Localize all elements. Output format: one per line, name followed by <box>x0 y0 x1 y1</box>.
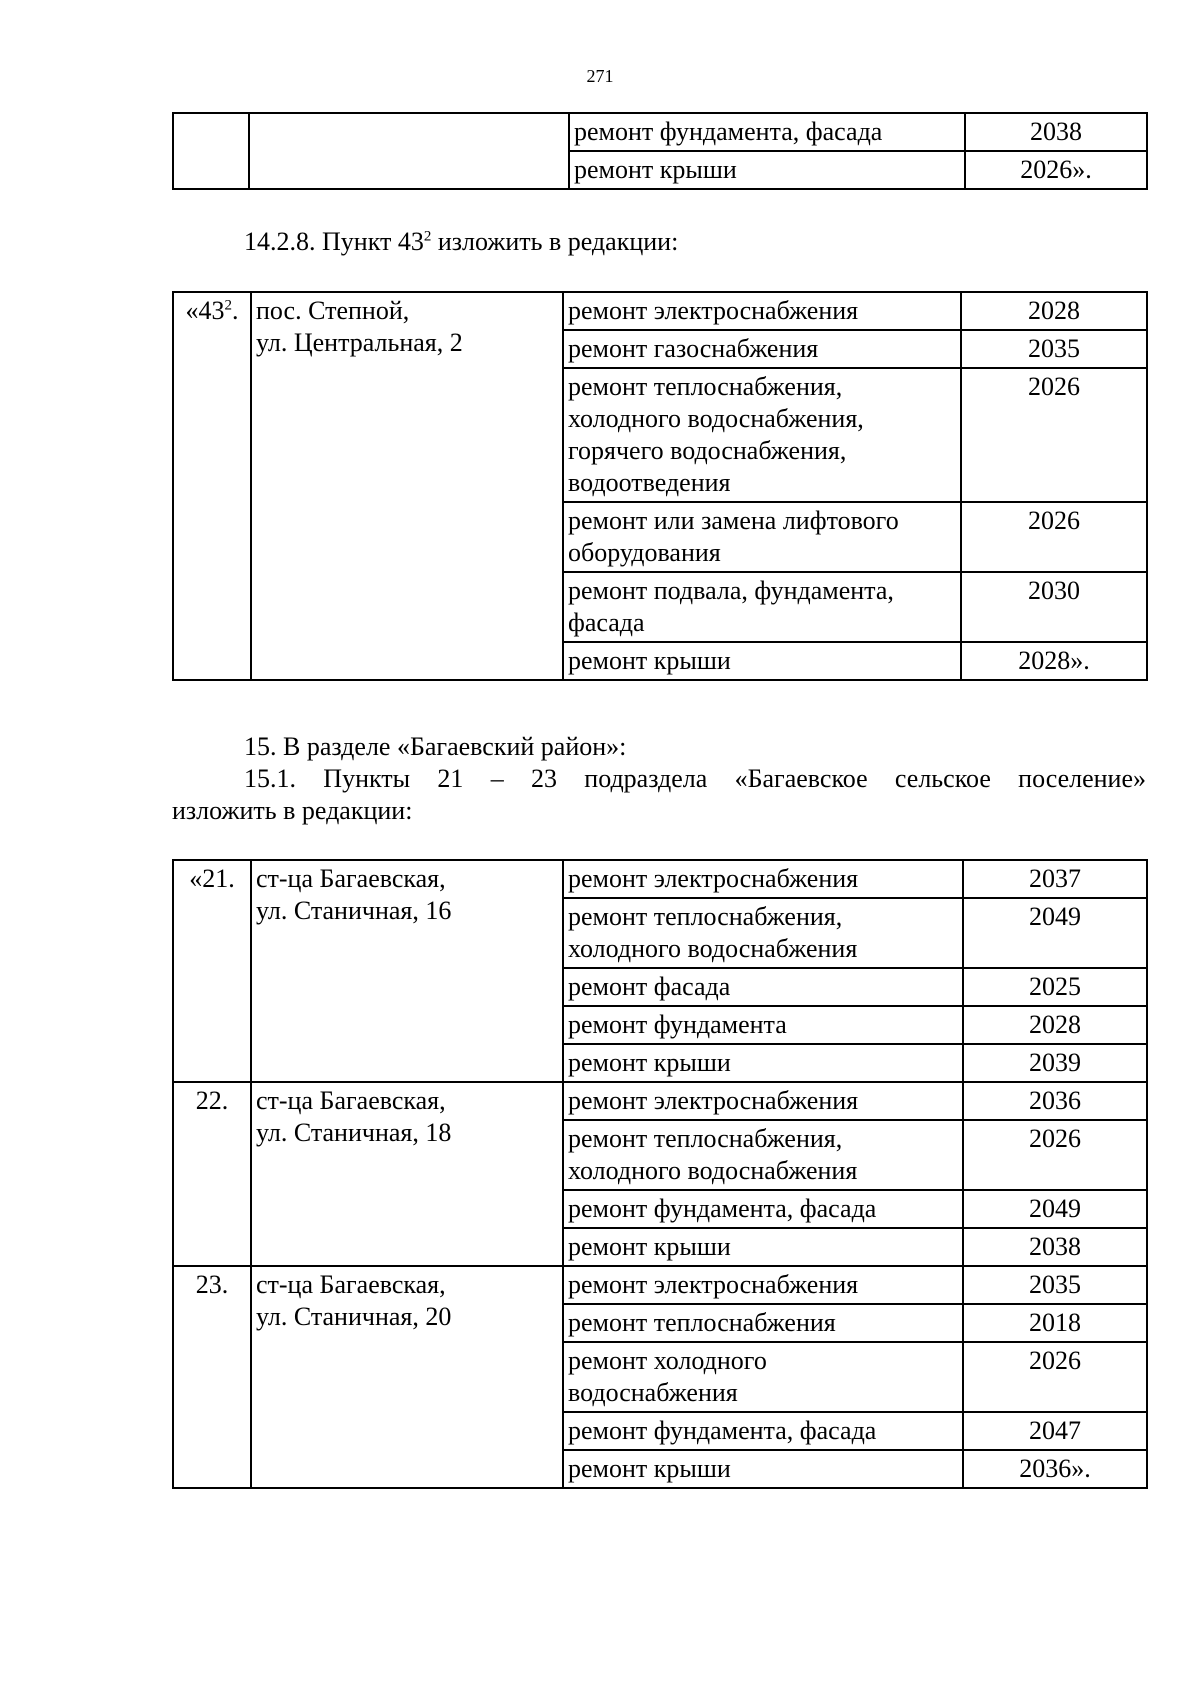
table-row <box>173 1266 1147 1304</box>
continuation-table <box>172 112 1148 190</box>
work-cell: ремонт подвала, фундамента, фасада <box>563 572 961 642</box>
work-cell: ремонт фасада <box>563 968 963 1006</box>
year-cell: 2049 <box>963 1190 1147 1228</box>
year-cell: 2030 <box>961 572 1147 642</box>
work-cell: ремонт или замена лифтового оборудования <box>563 502 961 572</box>
year-cell: 2025 <box>963 968 1147 1006</box>
year-cell: 2026 <box>961 502 1147 572</box>
number-cell: 22. <box>173 1082 251 1266</box>
work-cell: ремонт фундамента <box>563 1006 963 1044</box>
year-cell: 2018 <box>963 1304 1147 1342</box>
address-cell: ст-ца Багаевская, ул. Станичная, 18 <box>251 1082 563 1266</box>
work-cell: ремонт фундамента, фасада <box>563 1190 963 1228</box>
year-cell: 2036 <box>963 1082 1147 1120</box>
work-cell: ремонт электроснабжения <box>563 292 961 330</box>
year-cell: 2035 <box>963 1266 1147 1304</box>
page-number: 271 <box>586 66 614 86</box>
superscript: 2 <box>224 297 232 314</box>
work-cell: ремонт фундамента, фасада <box>563 1412 963 1450</box>
work-cell: ремонт электроснабжения <box>563 1266 963 1304</box>
work-cell: ремонт теплоснабжения, холодного водоснабжения, горячего водоснабжения, водоотведения <box>563 368 961 502</box>
paragraph-15: 15. В разделе «Багаевский район»: <box>244 732 627 761</box>
number-cell: «21. <box>173 860 251 1082</box>
address-cell: пос. Степной, ул. Центральная, 2 <box>251 292 563 680</box>
table-items-21-23 <box>172 859 1148 1489</box>
year-cell: 2026 <box>963 1120 1147 1190</box>
paragraph-text: изложить в редакции: <box>431 227 679 256</box>
paragraph-line: изложить в редакции: <box>172 796 413 825</box>
table-row <box>173 113 1147 151</box>
year-cell: 2038 <box>963 1228 1147 1266</box>
table-row <box>173 860 1147 898</box>
work-cell: ремонт холодного водоснабжения <box>563 1342 963 1412</box>
work-cell: ремонт фундамента, фасада <box>569 113 965 151</box>
work-cell: ремонт крыши <box>569 151 965 189</box>
year-cell: 2028 <box>963 1006 1147 1044</box>
address-cell: ст-ца Багаевская, ул. Станичная, 16 <box>251 860 563 1082</box>
number-cell <box>173 292 251 680</box>
work-cell: ремонт крыши <box>563 1044 963 1082</box>
year-cell: 2037 <box>963 860 1147 898</box>
paragraph-14-2-8 <box>244 226 678 258</box>
year-cell: 2049 <box>963 898 1147 968</box>
address-cell <box>249 113 569 189</box>
year-cell: 2026». <box>965 151 1147 189</box>
superscript: 2 <box>423 228 432 245</box>
paragraph-15-1 <box>172 763 1146 827</box>
year-cell: 2038 <box>965 113 1147 151</box>
table-row <box>173 292 1147 330</box>
paragraph-text: 14.2.8. Пункт 43 <box>244 227 424 256</box>
year-cell: 2036». <box>963 1450 1147 1488</box>
year-cell: 2047 <box>963 1412 1147 1450</box>
address-cell: ст-ца Багаевская, ул. Станичная, 20 <box>251 1266 563 1488</box>
work-cell: ремонт электроснабжения <box>563 1082 963 1120</box>
work-cell: ремонт теплоснабжения <box>563 1304 963 1342</box>
work-cell: ремонт теплоснабжения, холодного водоснабжения <box>563 898 963 968</box>
year-cell: 2035 <box>961 330 1147 368</box>
work-cell: ремонт теплоснабжения, холодного водоснабжения <box>563 1120 963 1190</box>
year-cell: 2026 <box>961 368 1147 502</box>
table-row <box>173 1082 1147 1120</box>
number-cell <box>173 113 249 189</box>
number-text: «43 <box>185 296 225 325</box>
paragraph-line: 15.1. Пункты 21 – 23 подраздела «Багаевское сельское поселение» <box>244 764 1146 793</box>
work-cell: ремонт крыши <box>563 1228 963 1266</box>
work-cell: ремонт крыши <box>563 1450 963 1488</box>
year-cell: 2026 <box>963 1342 1147 1412</box>
year-cell: 2039 <box>963 1044 1147 1082</box>
work-cell: ремонт электроснабжения <box>563 860 963 898</box>
number-cell: 23. <box>173 1266 251 1488</box>
work-cell: ремонт крыши <box>563 642 961 680</box>
work-cell: ремонт газоснабжения <box>563 330 961 368</box>
year-cell: 2028». <box>961 642 1147 680</box>
year-cell: 2028 <box>961 292 1147 330</box>
number-text: . <box>232 296 239 325</box>
table-item-43-2 <box>172 291 1148 681</box>
